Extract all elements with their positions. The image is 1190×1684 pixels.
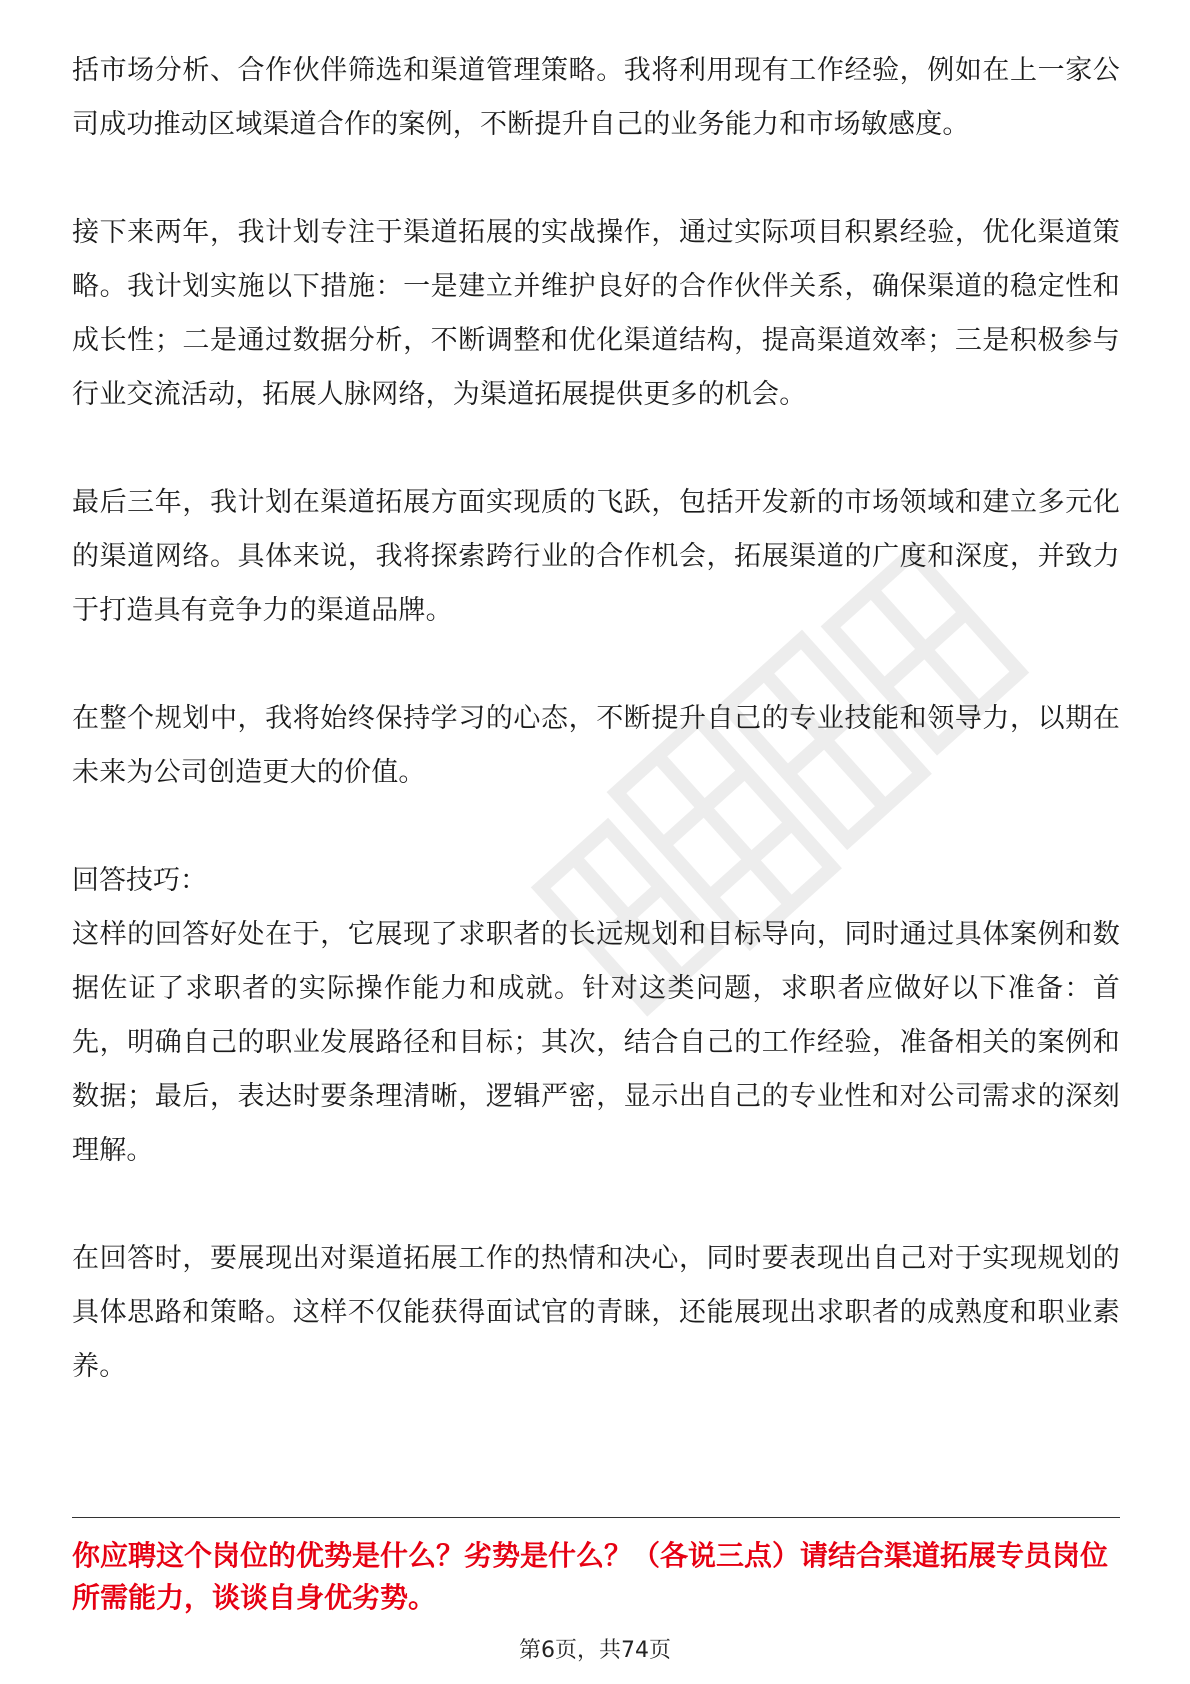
tips-heading: 回答技巧： bbox=[72, 865, 207, 896]
paragraph-plan-intro: 括市场分析、合作伙伴筛选和渠道管理策略。我将利用现有工作经验，例如在上一家公司成功推动区域渠道合作的案例，不断提升自己的业务能力和市场敏感度。 bbox=[72, 55, 1120, 140]
paragraph-two-year-plan: 接下来两年，我计划专注于渠道拓展的实战操作，通过实际项目积累经验，优化渠道策略。我计划实施以下措施：一是建立并维护良好的合作伙伴关系，确保渠道的稳定性和成长性；二是通过数据分析，不断调整和优化渠道结构，提高渠道效率；三是积极参与行业交流活动，拓展人脉网络，为渠道拓展提供更多的机会。 bbox=[72, 217, 1120, 410]
paragraph-tips-delivery: 在回答时，要展现出对渠道拓展工作的热情和决心，同时要表现出自己对于实现规划的具体思路和策略。这样不仅能获得面试官的青睐，还能展现出求职者的成熟度和职业素养。 bbox=[72, 1243, 1120, 1382]
page-number: 第6页，共74页 bbox=[519, 1638, 671, 1663]
next-question-heading: 你应聘这个岗位的优势是什么？劣势是什么？（各说三点）请结合渠道拓展专员岗位所需能力，谈谈自身优劣势。 bbox=[72, 1539, 1109, 1614]
paragraph-tips-benefits: 这样的回答好处在于，它展现了求职者的长远规划和目标导向，同时通过具体案例和数据佐证了求职者的实际操作能力和成就。针对这类问题，求职者应做好以下准备：首先，明确自己的职业发展路径和目标；其次，结合自己的工作经验，准备相关的案例和数据；最后，表达时要条理清晰，逻辑严密，显示出自己的专业性和对公司需求的深刻理解。 bbox=[72, 919, 1120, 1166]
document-body bbox=[72, 44, 1120, 1394]
paragraph-three-year-plan: 最后三年，我计划在渠道拓展方面实现质的飞跃，包括开发新的市场领域和建立多元化的渠道网络。具体来说，我将探索跨行业的合作机会，拓展渠道的广度和深度，并致力于打造具有竞争力的渠道品牌。 bbox=[72, 487, 1120, 626]
paragraph-overall-plan: 在整个规划中，我将始终保持学习的心态，不断提升自己的专业技能和领导力，以期在未来为公司创造更大的价值。 bbox=[72, 703, 1120, 788]
section-divider bbox=[72, 1517, 1120, 1518]
